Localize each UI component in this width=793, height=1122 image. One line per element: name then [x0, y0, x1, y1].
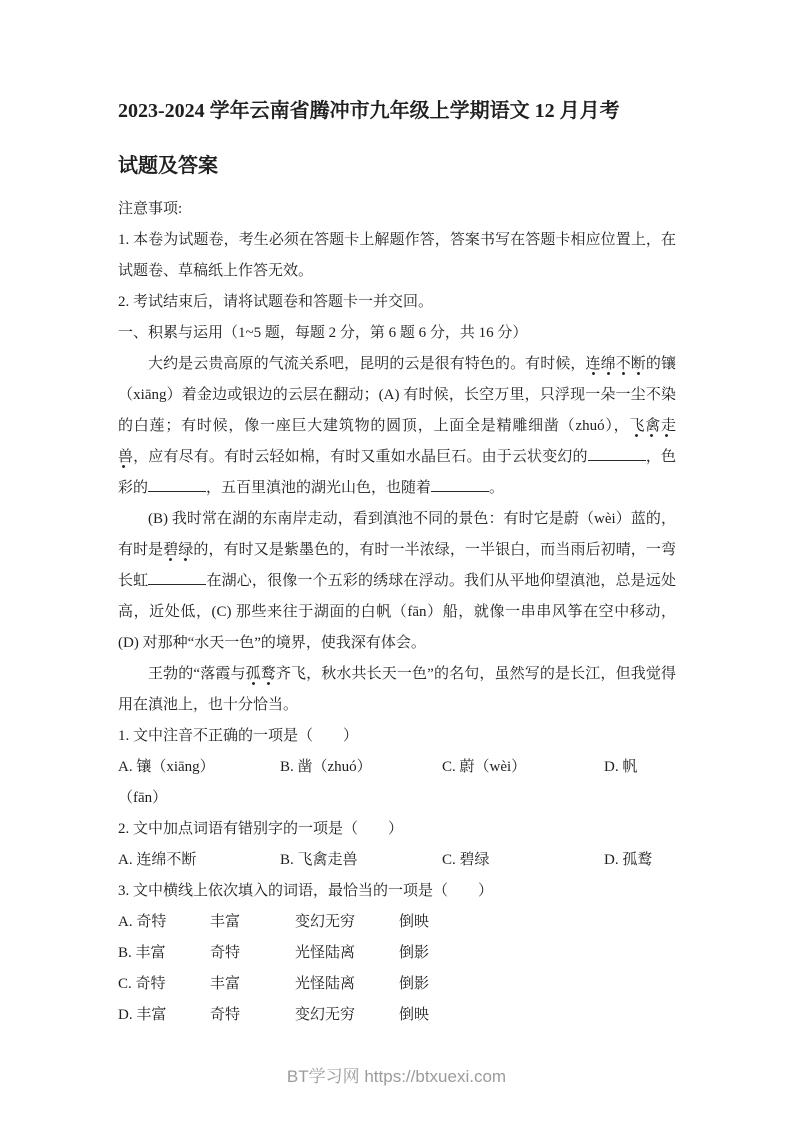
- question-1-option-c: C. 蔚（wèi）: [442, 759, 527, 775]
- question-3-option-a: [118, 907, 676, 938]
- text-run: 齐飞，秋水共长天一色”的名句，虽然写的是长江，但我觉得用在滇池上，也十分恰当。: [118, 666, 676, 713]
- option-word-3: 变幻无穷: [295, 914, 356, 930]
- option-word-2: 丰富: [210, 976, 241, 992]
- question-2-stem: 2. 文中加点词语有错别字的一项是（ ）: [118, 821, 404, 837]
- emphasized-word: 飞禽走兽: [118, 418, 676, 469]
- question-1-option-a: A. 镶（xiāng）: [118, 759, 215, 775]
- option-word-4: 倒影: [399, 945, 430, 961]
- option-word-2: 奇特: [210, 945, 241, 961]
- question-1-option-b: B. 凿（zhuó）: [280, 759, 372, 775]
- text-run: 在湖心，很像一个五彩的绣球在浮动。我们从平地仰望滇池，总是远处高，近处低，(C) 那些来往于湖面的白帆（fān）船，就像一串串风筝在空中移动，(D) 对那种“水天一色”的境界，使我深有体会。: [118, 573, 676, 651]
- question-2-options: [118, 845, 676, 876]
- question-1-option-d: D. 帆: [604, 759, 638, 775]
- emphasized-word: 连绵不断: [586, 356, 646, 376]
- question-2-option-d: D. 孤鹜: [604, 852, 653, 868]
- option-word-4: 倒影: [399, 976, 430, 992]
- question-1-stem: 1. 文中注音不正确的一项是（ ）: [118, 728, 359, 744]
- option-label-word: A. 奇特: [118, 914, 167, 930]
- passage-paragraph-1: [118, 349, 676, 504]
- text-run: 的镶（xiāng）着金边或银边的云层在翻动；(A) 有时候，长空万里，只浮现一朵一尘不染的白莲；有时候，像一座巨大建筑物的圆顶，上面全是精雕细凿（zhuó），: [118, 356, 676, 434]
- question-1-options: [118, 752, 676, 783]
- option-label-word: D. 丰富: [118, 1007, 167, 1023]
- option-word-3: 光怪陆离: [295, 976, 356, 992]
- text-run: 王勃的“落霞与: [148, 666, 246, 682]
- option-label-word: C. 奇特: [118, 976, 166, 992]
- notice-heading: 注意事项:: [118, 201, 183, 217]
- fill-in-blank-line: [148, 478, 206, 492]
- text-run: ，五百里滇池的湖光山色，也随着: [206, 480, 432, 496]
- passage-paragraph-2: [118, 504, 676, 659]
- text-run: (B) 我时常在湖的东南岸走动，看到滇池不同的景色：有时它是蔚（wèi）蓝的，有时是: [118, 511, 676, 558]
- option-word-2: 奇特: [210, 1007, 241, 1023]
- question-1-option-d-overflow: （fān）: [118, 790, 168, 806]
- option-word-3: 变幻无穷: [295, 1007, 356, 1023]
- option-label-word: B. 丰富: [118, 945, 166, 961]
- question-3-stem: 3. 文中横线上依次填入的词语，最恰当的一项是（ ）: [118, 883, 494, 899]
- text-run: 的，有时又是紫墨色的，有时一半浓绿，一半银白，而当雨后初晴，一弯长虹: [118, 542, 676, 589]
- notice-item-1: 1. 本卷为试题卷，考生必须在答题卡上解题作答，答案书写在答题卡相应位置上，在试题卷、草稿纸上作答无效。: [118, 232, 676, 279]
- option-word-2: 丰富: [210, 914, 241, 930]
- fill-in-blank-line: [148, 571, 206, 585]
- footer-watermark: [0, 1063, 793, 1091]
- text-run: ，色彩的: [118, 449, 676, 496]
- section-1-heading: 一、积累与运用（1~5 题，每题 2 分，第 6 题 6 分，共 16 分）: [118, 325, 528, 341]
- exam-title-line-1: 2023-2024 学年云南省腾冲市九年级上学期语文 12 月月考: [118, 100, 620, 122]
- footer-site-link[interactable]: BT学习网 https://btxuexi.com: [286, 1067, 507, 1086]
- question-2-option-a: A. 连绵不断: [118, 852, 197, 868]
- emphasized-word: 孤鹜: [246, 666, 276, 686]
- exam-title-line-2: 试题及答案: [118, 155, 218, 177]
- text-run: 大约是云贵高原的气流关系吧，昆明的云是很有特色的。有时候，: [148, 356, 586, 372]
- question-2-option-b: B. 飞禽走兽: [280, 852, 358, 868]
- option-word-3: 光怪陆离: [295, 945, 356, 961]
- emphasized-word: 碧绿: [163, 542, 193, 562]
- question-3-option-b: [118, 938, 676, 969]
- option-word-4: 倒映: [399, 1007, 430, 1023]
- question-3-option-c: [118, 969, 676, 1000]
- text-run: ，应有尽有。有时云轻如棉，有时又重如水晶巨石。由于云状变幻的: [133, 449, 588, 465]
- passage-paragraph-3: [118, 659, 676, 721]
- text-run: 。: [489, 480, 505, 496]
- question-3-option-d: [118, 1000, 676, 1031]
- notice-item-2: 2. 考试结束后，请将试题卷和答题卡一并交回。: [118, 294, 434, 310]
- fill-in-blank-line: [431, 478, 489, 492]
- question-2-option-c: C. 碧绿: [442, 852, 490, 868]
- option-word-4: 倒映: [399, 914, 430, 930]
- fill-in-blank-line: [588, 447, 646, 461]
